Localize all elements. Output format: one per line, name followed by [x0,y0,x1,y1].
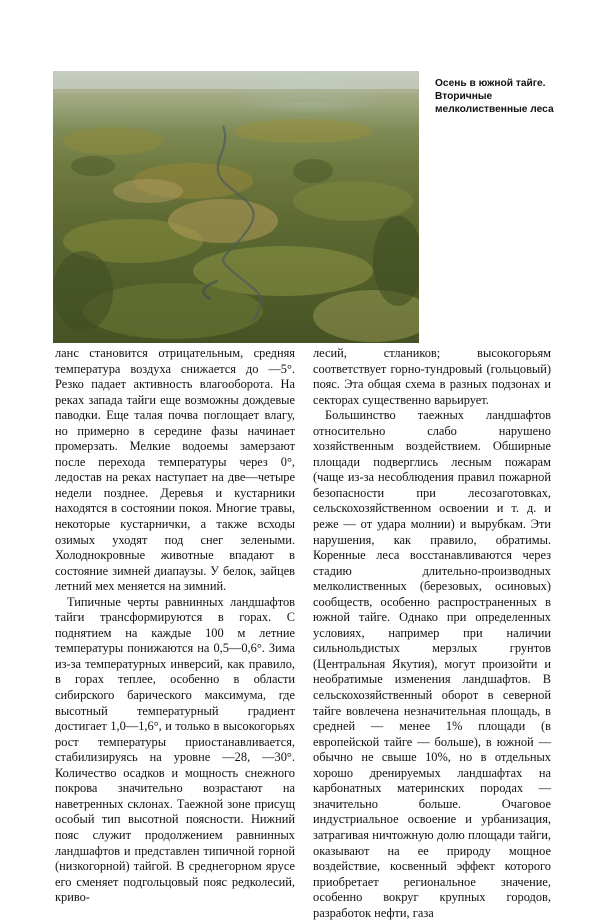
text-column-right [313,346,551,921]
taiga-landscape-illustration [53,71,419,343]
paragraph: Большинство таежных ландшафтов относительно слабо нарушено хозяйственным воздействием. Обширные площади подверглись лесным пожарам (чаще из-за несоблюдения правил пожарной безопасности при лесозаготовках, сельскохозяйственном освоении и т. д. и реже — от удара молнии) и вырубкам. Эти нарушения, как правило, обратимы. Коренные леса восстанавливаются через стадию длительно-производных мелколиственных (березовых, осиновых) сообществ, особенно распространенных в южной тайге. Однако при определенных условиях, например при наличии сильнольдистых мерзлых грунтов (Центральная Якутия), могут произойти и необратимые изменения ландшафтов. В сельскохозяйственный оборот в северной тайге вовлечена незначительная площадь, в средней — менее 1% площади (в европейской тайге — больше), в южной — обычно не свыше 10%, но в отдельных хорошо дренируемых ландшафтах на карбонатных материнских породах — значительно больше. Очаговое индустриальное освоение и урбанизация, затрагивая ничтожную долю площади тайги, оказывают на ее природу мощное воздействие, косвенный эффект которого приобретает региональное значение, особенно вокруг крупных городов, разработок нефти, газа [313,408,551,920]
paragraph: ланс становится отрицательным, средняя температура воздуха снижается до —5°. Резко падает активность влагооборота. На реках запада тайги еще возможны дождевые паводки. Еще талая почва поглощает влагу, но примерно в середине фазы начинает промерзать. Мелкие водоемы замерзают после перехода температуры через 0°, ледостав на реках наступает на две—четыре недели позднее. Деревья и кустарники находятся в состоянии покоя. Многие травы, некоторые кустарнички, а также всходы озимых уходят под снег зелеными. Холоднокровные животные впадают в состояние зимней диапаузы. У белок, зайцев летний мех меняется на зимний. [55,346,295,594]
paragraph: Типичные черты равнинных ландшафтов тайги трансформируются в горах. С поднятием на каждые 100 м летние температуры понижаются на 0,5—0,6°. Зима из-за температурных инверсий, как правило, в горах теплее, особенно в области сибирского барического максимума, где высотный температурный градиент достигает 1,0—1,6°, и только в высокогорьях рост температуры приостанавливается, стабилизируясь на уровне —28, —30°. Количество осадков и мощность снежного покрова значительно возрастают на наветренных склонах. Таежной зоне присущ особый тип высотной поясности. Нижний пояс служит продолжением равнинных ландшафтов и представлен типичной горной (низкогорной) тайгой. В среднегорном ярусе его сменяет подгольцовый пояс редколесий, криво- [55,594,295,905]
paragraph: лесий, стлаников; высокогорьям соответствует горно-тундровый (гольцовый) пояс. Эта общая схема в разных подзонах и секторах существенно варьирует. [313,346,551,407]
text-column-left [55,346,295,906]
photo-caption: Осень в южной тайге. Вторичные мелколиственные леса [435,78,554,115]
taiga-photo [53,71,419,343]
